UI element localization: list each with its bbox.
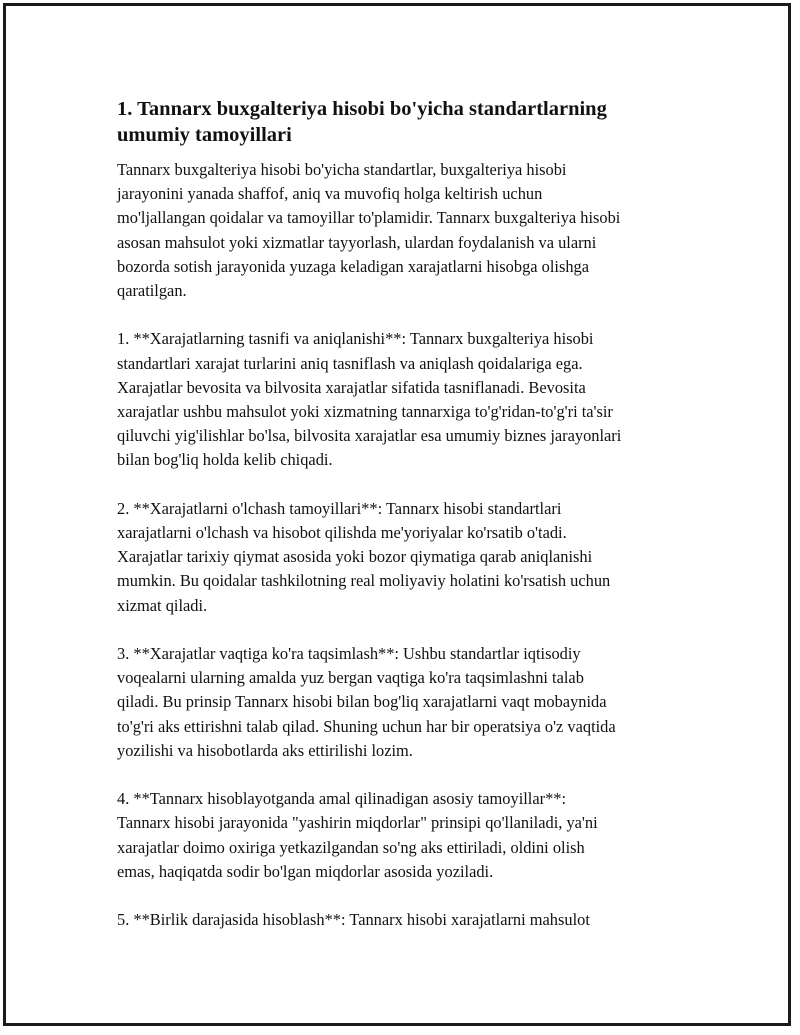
point-4-paragraph: 4. **Tannarx hisoblayotganda amal qilinadigan asosiy tamoyillar**: Tannarx hisobi jarayonida "yashirin miqdorlar" prinsipi qo'llaniladi, ya'ni xarajatlar doimo oxiriga yetkazilgandan so'ng aks ettiriladi, oldini olish emas, haqiqatda sodir bo'lgan miqdorlar asosida yoziladi. — [117, 789, 598, 881]
point-1-paragraph: 1. **Xarajatlarning tasnifi va aniqlanishi**: Tannarx buxgalteriya hisobi standartlari xarajat turlarini aniq tasniflash va aniqlash qoidalariga ega. Xarajatlar bevosita va bilvosita xarajatlar sifatida tasniflanadi. Bevosita xarajatlar ushbu mahsulot yoki xizmatning tannarxiga to'g'ridan-to'g'ri ta'sir qiluvchi yig'ilishlar bo'lsa, bilvosita xarajatlar esa umumiy biznes jarayonlari bilan bog'liq holda kelib chiqadi. — [117, 329, 622, 470]
point-5-paragraph: 5. **Birlik darajasida hisoblash**: Tannarx hisobi xarajatlarni mahsulot — [117, 910, 590, 930]
point-3-paragraph: 3. **Xarajatlar vaqtiga ko'ra taqsimlash**: Ushbu standartlar iqtisodiy voqealarni ularning amalda yuz bergan vaqtiga ko'ra taqsimlashni talab qiladi. Bu prinsip Tannarx hisobi bilan bog'liq xarajatlarni vaqt mobaynida to'g'ri aks ettirishni talab qilad. Shuning uchun har bir operatsiya o'z vaqtida yozilishi va hisobotlarda aks ettirilishi lozim. — [117, 644, 616, 760]
intro-paragraph: Tannarx buxgalteriya hisobi bo'yicha standartlar, buxgalteriya hisobi jarayonini yanada shaffof, aniq va muvofiq holga keltirish uchun mo'ljallangan qoidalar va tamoyillar to'plamidir. Tannarx buxgalteriya hisobi asosan mahsulot yoki xizmatlar tayyorlash, ulardan foydalanish va ularni bozorda sotish jarayonida yuzaga keladigan xarajatlarni hisobga olishga qaratilgan. — [117, 160, 621, 301]
section-heading: 1. Tannarx buxgalteriya hisobi bo'yicha standartlarning umumiy tamoyillari — [117, 98, 607, 146]
document-body — [117, 96, 707, 957]
point-2-paragraph: 2. **Xarajatlarni o'lchash tamoyillari**: Tannarx hisobi standartlari xarajatlarni o'lchash va hisobot qilishda me'yoriyalar ko'rsatib o'tadi. Xarajatlar tarixiy qiymat asosida yoki bozor qiymatiga qarab aniqlanishi mumkin. Bu qoidalar tashkilotning real moliyaviy holatini ko'rsatish uchun xizmat qiladi. — [117, 498, 611, 615]
